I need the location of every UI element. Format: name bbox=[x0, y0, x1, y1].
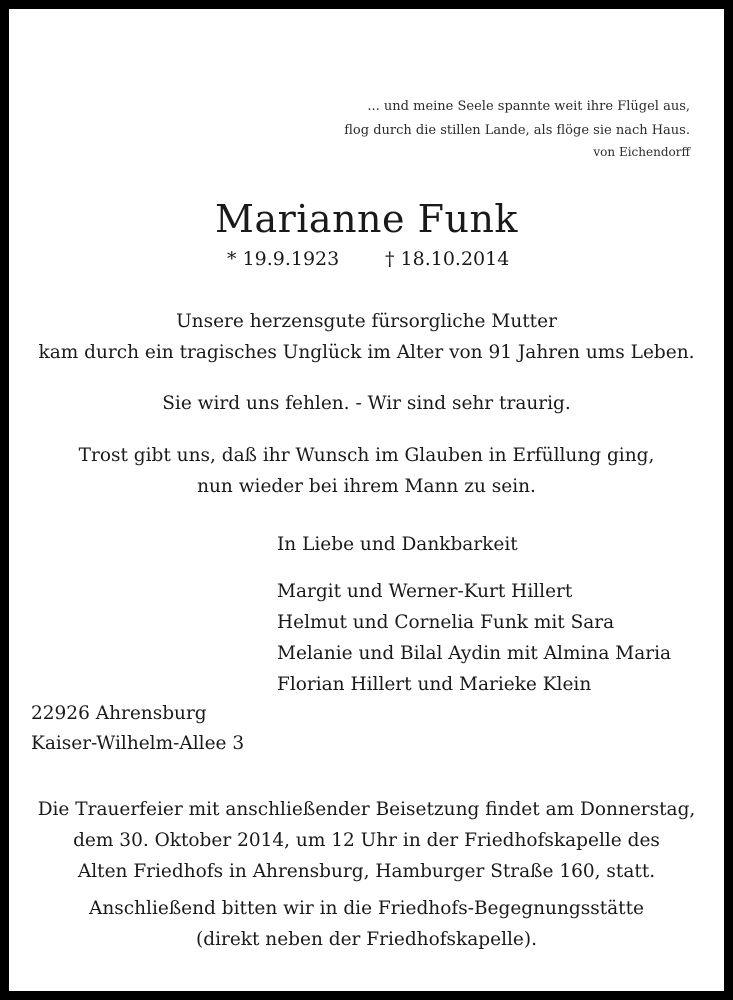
address-street: Kaiser-Wilhelm-Allee 3 bbox=[31, 733, 245, 754]
text-line: Trost gibt uns, daß ihr Wunsch im Glauben in Erfüllung ging, bbox=[78, 445, 655, 466]
text-line: Alten Friedhofs in Ahrensburg, Hamburger Straße 160, statt. bbox=[77, 861, 656, 882]
text-line: Anschließend bitten wir in die Friedhofs-Begegnungsstätte bbox=[89, 898, 644, 919]
address-city: 22926 Ahrensburg bbox=[31, 703, 207, 724]
death-date: † 18.10.2014 bbox=[385, 248, 510, 270]
text-line: nun wieder bei ihrem Mann zu sein. bbox=[197, 476, 536, 497]
quote-author: von Eichendorff bbox=[593, 145, 690, 159]
sorrow-line: Sie wird uns fehlen. - Wir sind sehr traurig. bbox=[162, 393, 571, 414]
quote-line: ... und meine Seele spannte weit ihre Flügel aus, bbox=[367, 99, 690, 114]
text-line: Die Trauerfeier mit anschließender Beisetzung findet am Donnerstag, bbox=[37, 799, 696, 820]
reception-details bbox=[9, 893, 724, 955]
closing-phrase: In Liebe und Dankbarkeit bbox=[277, 534, 518, 555]
mourner-name: Margit und Werner-Kurt Hillert bbox=[277, 581, 573, 602]
comfort-paragraph bbox=[9, 440, 724, 502]
epigraph-quote bbox=[344, 95, 690, 161]
mourner-name: Helmut und Cornelia Funk mit Sara bbox=[277, 612, 615, 633]
family-address bbox=[31, 699, 244, 759]
text-line: dem 30. Oktober 2014, um 12 Uhr in der Friedhofskapelle des bbox=[73, 830, 660, 851]
mourners-list bbox=[277, 576, 671, 700]
text-line: Unsere herzensgute fürsorgliche Mutter bbox=[176, 311, 557, 332]
text-line: kam durch ein tragisches Unglück im Alter von 91 Jahren ums Leben. bbox=[38, 342, 695, 363]
deceased-name: Marianne Funk bbox=[215, 197, 518, 241]
quote-line: flog durch die stillen Lande, als flöge sie nach Haus. bbox=[344, 123, 690, 138]
text-line: (direkt neben der Friedhofskapelle). bbox=[196, 929, 537, 950]
birth-date: * 19.9.1923 bbox=[227, 248, 340, 270]
mourner-name: Melanie und Bilal Aydin mit Almina Maria bbox=[277, 643, 672, 664]
mourner-name: Florian Hillert und Marieke Klein bbox=[277, 674, 592, 695]
announcement-paragraph bbox=[9, 306, 724, 368]
funeral-details bbox=[9, 794, 724, 887]
